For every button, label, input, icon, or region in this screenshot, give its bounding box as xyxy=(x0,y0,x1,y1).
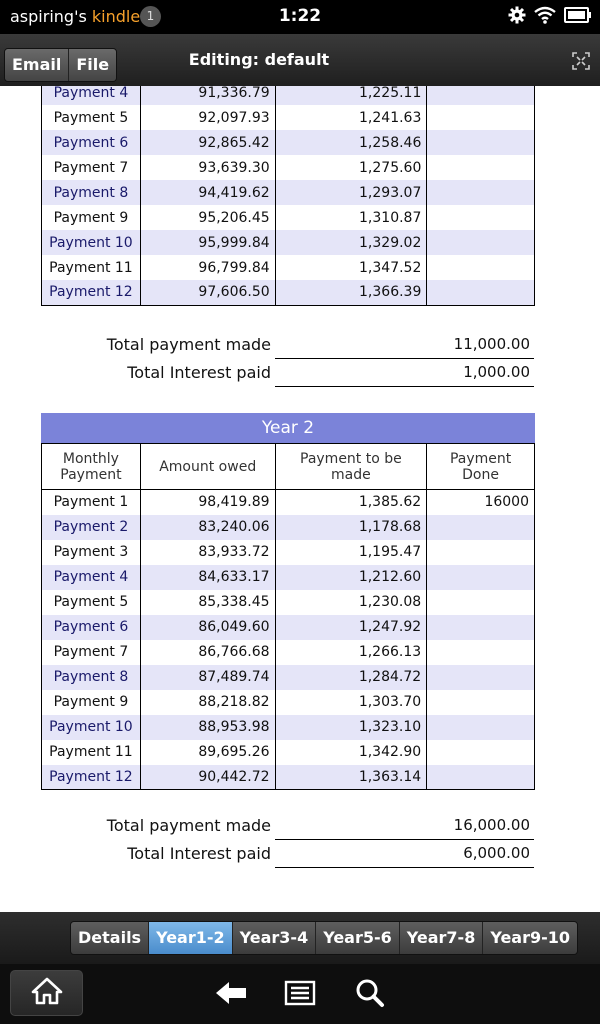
payment-done-cell[interactable] xyxy=(427,740,535,765)
payment-label-cell[interactable]: Payment 5 xyxy=(42,590,141,615)
email-button[interactable]: Email xyxy=(5,49,68,81)
spreadsheet-content[interactable] xyxy=(0,86,600,912)
payment-label-cell[interactable]: Payment 3 xyxy=(42,540,141,565)
payment-to-be-made-cell[interactable]: 1,247.92 xyxy=(275,615,427,640)
payment-done-cell[interactable] xyxy=(427,155,535,180)
search-icon[interactable] xyxy=(354,978,386,1012)
payment-to-be-made-cell[interactable]: 1,225.11 xyxy=(275,86,427,105)
payment-label-cell[interactable]: Payment 10 xyxy=(42,715,141,740)
table-row xyxy=(42,715,535,740)
amount-owed-cell[interactable]: 87,489.74 xyxy=(140,665,275,690)
notification-badge[interactable]: 1 xyxy=(140,6,161,27)
col-monthly-payment: Monthly Payment xyxy=(42,444,141,490)
amount-owed-cell[interactable]: 97,606.50 xyxy=(140,280,275,305)
payment-done-cell[interactable] xyxy=(427,540,535,565)
payment-done-cell[interactable] xyxy=(427,255,535,280)
table-row xyxy=(42,280,535,305)
amount-owed-cell[interactable]: 86,049.60 xyxy=(140,615,275,640)
payment-label-cell[interactable]: Payment 2 xyxy=(42,515,141,540)
table-row xyxy=(42,180,535,205)
table-row xyxy=(42,155,535,180)
amount-owed-cell[interactable]: 89,695.26 xyxy=(140,740,275,765)
payment-to-be-made-cell[interactable]: 1,323.10 xyxy=(275,715,427,740)
payment-label-cell[interactable]: Payment 12 xyxy=(42,765,141,790)
amount-owed-cell[interactable]: 92,097.93 xyxy=(140,105,275,130)
table-row xyxy=(42,86,535,105)
back-arrow-icon[interactable] xyxy=(214,978,248,1012)
table-row xyxy=(42,665,535,690)
payment-done-cell[interactable] xyxy=(427,280,535,305)
col-payment-to-be-made: Payment to be made xyxy=(275,444,427,490)
amount-owed-cell[interactable]: 86,766.68 xyxy=(140,640,275,665)
payment-done-cell[interactable] xyxy=(427,590,535,615)
payment-done-cell[interactable] xyxy=(427,86,535,105)
table-row xyxy=(42,255,535,280)
payment-done-cell[interactable] xyxy=(427,180,535,205)
payment-done-cell[interactable] xyxy=(427,665,535,690)
status-bar xyxy=(0,0,600,34)
app-bar xyxy=(0,34,600,86)
total-interest-label: Total Interest paid xyxy=(127,844,271,863)
tab-year9-10[interactable]: Year9-10 xyxy=(482,922,577,954)
amount-owed-cell[interactable]: 91,336.79 xyxy=(140,86,275,105)
table-row xyxy=(42,590,535,615)
tab-details[interactable]: Details xyxy=(71,922,148,954)
amount-owed-cell[interactable]: 90,442.72 xyxy=(140,765,275,790)
total-payment-label: Total payment made xyxy=(106,335,271,354)
table-row xyxy=(42,540,535,565)
payment-label-cell[interactable]: Payment 5 xyxy=(42,105,141,130)
amount-owed-cell[interactable]: 83,240.06 xyxy=(140,515,275,540)
file-button[interactable]: File xyxy=(68,49,116,81)
table-row xyxy=(42,765,535,790)
clock: 1:22 xyxy=(278,6,322,26)
amount-owed-cell[interactable]: 88,953.98 xyxy=(140,715,275,740)
payment-to-be-made-cell[interactable]: 1,293.07 xyxy=(275,180,427,205)
payment-to-be-made-cell[interactable]: 1,303.70 xyxy=(275,690,427,715)
payment-to-be-made-cell[interactable]: 1,284.72 xyxy=(275,665,427,690)
table-row xyxy=(42,205,535,230)
total-payment-value[interactable]: 16,000.00 xyxy=(275,812,534,840)
total-interest-row xyxy=(41,840,535,868)
tab-year1-2[interactable]: Year1-2 xyxy=(148,922,232,954)
fullscreen-icon[interactable] xyxy=(572,52,590,74)
payment-done-cell[interactable] xyxy=(427,205,535,230)
year2-totals xyxy=(41,812,535,868)
payment-done-cell[interactable] xyxy=(427,105,535,130)
amount-owed-cell[interactable]: 93,639.30 xyxy=(140,155,275,180)
table-row xyxy=(42,230,535,255)
payment-done-cell[interactable] xyxy=(427,565,535,590)
payment-label-cell[interactable]: Payment 4 xyxy=(42,86,141,105)
payment-to-be-made-cell[interactable]: 1,266.13 xyxy=(275,640,427,665)
table-row xyxy=(42,690,535,715)
payment-done-cell[interactable] xyxy=(427,715,535,740)
home-icon xyxy=(31,977,63,1009)
table-row xyxy=(42,490,535,515)
payment-label-cell[interactable]: Payment 6 xyxy=(42,615,141,640)
amount-owed-cell[interactable]: 84,633.17 xyxy=(140,565,275,590)
wifi-icon xyxy=(534,6,556,28)
payment-done-cell[interactable] xyxy=(427,130,535,155)
table-row xyxy=(42,515,535,540)
sheet-tab-bar xyxy=(0,912,600,964)
home-button[interactable] xyxy=(10,970,83,1016)
payment-done-cell[interactable] xyxy=(427,640,535,665)
payment-label-cell[interactable]: Payment 11 xyxy=(42,740,141,765)
payment-label-cell[interactable]: Payment 12 xyxy=(42,280,141,305)
payment-done-cell[interactable] xyxy=(427,690,535,715)
table-row xyxy=(42,105,535,130)
tab-year5-6[interactable]: Year5-6 xyxy=(315,922,399,954)
payment-label-cell[interactable]: Payment 8 xyxy=(42,180,141,205)
payment-to-be-made-cell[interactable]: 1,342.90 xyxy=(275,740,427,765)
table-header-row xyxy=(42,444,535,490)
amount-owed-cell[interactable]: 88,218.82 xyxy=(140,690,275,715)
table-row xyxy=(42,565,535,590)
payment-label-cell[interactable]: Payment 10 xyxy=(42,230,141,255)
payment-to-be-made-cell[interactable]: 1,329.02 xyxy=(275,230,427,255)
amount-owed-cell[interactable]: 95,999.84 xyxy=(140,230,275,255)
table-row xyxy=(42,740,535,765)
total-payment-row xyxy=(41,812,535,840)
payment-label-cell[interactable]: Payment 7 xyxy=(42,155,141,180)
payment-to-be-made-cell[interactable]: 1,363.14 xyxy=(275,765,427,790)
table-row xyxy=(42,130,535,155)
amount-owed-cell[interactable]: 85,338.45 xyxy=(140,590,275,615)
year1-totals xyxy=(41,331,535,387)
payment-to-be-made-cell[interactable]: 1,366.39 xyxy=(275,280,427,305)
payment-label-cell[interactable]: Payment 7 xyxy=(42,640,141,665)
total-interest-value[interactable]: 1,000.00 xyxy=(275,359,534,387)
table-row xyxy=(42,615,535,640)
amount-owed-cell[interactable]: 92,865.42 xyxy=(140,130,275,155)
payment-to-be-made-cell[interactable]: 1,195.47 xyxy=(275,540,427,565)
year2-payment-table xyxy=(41,443,535,790)
payment-to-be-made-cell[interactable]: 1,385.62 xyxy=(275,490,427,515)
payment-done-cell[interactable]: 16000 xyxy=(427,490,535,515)
brand-name: kindle xyxy=(91,7,141,26)
total-interest-label: Total Interest paid xyxy=(127,363,271,382)
page-title: Editing: default xyxy=(188,50,330,69)
payment-label-cell[interactable]: Payment 6 xyxy=(42,130,141,155)
gear-icon[interactable] xyxy=(508,6,526,28)
tab-year7-8[interactable]: Year7-8 xyxy=(399,922,483,954)
year1-payment-table xyxy=(41,86,535,306)
battery-icon xyxy=(564,7,592,27)
total-payment-value[interactable]: 11,000.00 xyxy=(275,331,534,359)
total-payment-row xyxy=(41,331,535,359)
payment-label-cell[interactable]: Payment 9 xyxy=(42,205,141,230)
payment-done-cell[interactable] xyxy=(427,765,535,790)
col-amount-owed: Amount owed xyxy=(140,444,275,490)
payment-label-cell[interactable]: Payment 1 xyxy=(42,490,141,515)
total-payment-label: Total payment made xyxy=(106,816,271,835)
amount-owed-cell[interactable]: 98,419.89 xyxy=(140,490,275,515)
col-payment-done: Payment Done xyxy=(427,444,535,490)
payment-to-be-made-cell[interactable]: 1,275.60 xyxy=(275,155,427,180)
payment-done-cell[interactable] xyxy=(427,515,535,540)
tab-year3-4[interactable]: Year3-4 xyxy=(232,922,316,954)
total-interest-row xyxy=(41,359,535,387)
amount-owed-cell[interactable]: 95,206.45 xyxy=(140,205,275,230)
brand-prefix: aspiring's xyxy=(10,7,87,26)
payment-done-cell[interactable] xyxy=(427,230,535,255)
payment-to-be-made-cell[interactable]: 1,347.52 xyxy=(275,255,427,280)
amount-owed-cell[interactable]: 96,799.84 xyxy=(140,255,275,280)
sheet-tabs xyxy=(70,921,578,955)
payment-to-be-made-cell[interactable]: 1,230.08 xyxy=(275,590,427,615)
payment-to-be-made-cell[interactable]: 1,310.87 xyxy=(275,205,427,230)
amount-owed-cell[interactable]: 94,419.62 xyxy=(140,180,275,205)
total-interest-value[interactable]: 6,000.00 xyxy=(275,840,534,868)
payment-to-be-made-cell[interactable]: 1,241.63 xyxy=(275,105,427,130)
payment-label-cell[interactable]: Payment 8 xyxy=(42,665,141,690)
table-row xyxy=(42,640,535,665)
payment-to-be-made-cell[interactable]: 1,178.68 xyxy=(275,515,427,540)
year2-header: Year 2 xyxy=(41,413,535,443)
payment-label-cell[interactable]: Payment 11 xyxy=(42,255,141,280)
navigation-bar xyxy=(0,964,600,1024)
payment-to-be-made-cell[interactable]: 1,212.60 xyxy=(275,565,427,590)
payment-to-be-made-cell[interactable]: 1,258.46 xyxy=(275,130,427,155)
amount-owed-cell[interactable]: 83,933.72 xyxy=(140,540,275,565)
payment-done-cell[interactable] xyxy=(427,615,535,640)
payment-label-cell[interactable]: Payment 4 xyxy=(42,565,141,590)
payment-label-cell[interactable]: Payment 9 xyxy=(42,690,141,715)
menu-icon[interactable] xyxy=(284,978,316,1012)
